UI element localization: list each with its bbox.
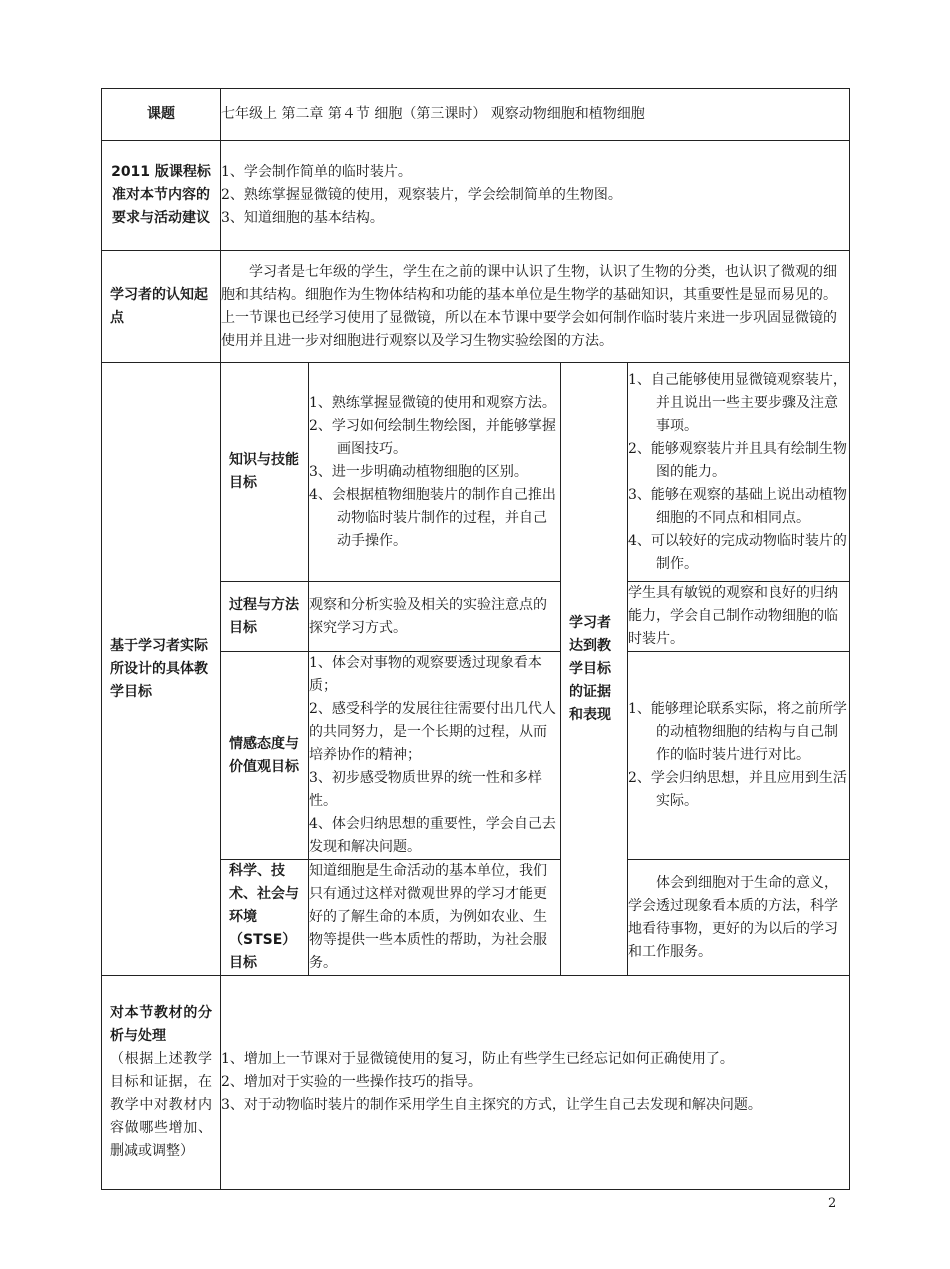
topic-label: 课题 xyxy=(102,89,221,141)
material-item: 2、增加对于实验的一些操作技巧的指导。 xyxy=(221,1074,482,1090)
knowledge-item: 4、会根据植物细胞装片的制作自己推出动物临时装片制作的过程，并自己动手操作。 xyxy=(309,486,556,549)
material-content xyxy=(221,976,850,1190)
stse-text: 知道细胞是生命活动的基本单位，我们只有通过这样对微观世界的学习才能更好的了解生命的本质，为例如农业、生物等提供一些本质性的帮助，为社会服务。 xyxy=(309,860,561,976)
material-label xyxy=(102,976,221,1190)
page-number: 2 xyxy=(828,1196,837,1211)
standard-item: 1、学会制作简单的临时装片。 xyxy=(221,164,412,180)
knowledge-item: 3、进一步明确动植物细胞的区别。 xyxy=(309,463,528,480)
material-item: 3、对于动物临时装片的制作采用学生自主探究的方式，让学生自己去发现和解决问题。 xyxy=(221,1097,762,1113)
emotion-item: 1、体会对事物的观察要透过现象看本质； xyxy=(309,655,542,694)
standard-content xyxy=(221,141,850,251)
standard-label: 2011 版课程标准对本节内容的要求与活动建议 xyxy=(102,141,221,251)
knowledge-label: 知识与技能目标 xyxy=(221,363,309,582)
evidence-label: 学习者达到教学目标的证据和表现 xyxy=(561,363,628,976)
lesson-plan-table xyxy=(101,88,850,1190)
emotion-evidence-item: 1、能够理论联系实际，将之前所学的动植物细胞的结构与自己制作的临时装片进行对比。 xyxy=(628,701,847,763)
stse-label: 科学、技术、社会与环境（STSE）目标 xyxy=(221,860,309,976)
standard-item: 2、熟练掌握显微镜的使用，观察装片，学会绘制简单的生物图。 xyxy=(221,187,622,203)
topic-value: 七年级上 第二章 第４节 细胞（第三课时） 观察动物细胞和植物细胞 xyxy=(221,89,850,141)
knowledge-item: 1、熟练掌握显微镜的使用和观察方法。 xyxy=(309,394,556,411)
standard-item: 3、知道细胞的基本结构。 xyxy=(221,210,384,226)
emotion-item: 4、体会归纳思想的重要性，学会自己去发现和解决问题。 xyxy=(309,816,556,855)
emotion-item: 3、初步感受物质世界的统一性和多样性。 xyxy=(309,770,542,809)
process-text: 观察和分析实验及相关的实验注意点的探究学习方式。 xyxy=(309,582,561,652)
learner-label: 学习者的认知起点 xyxy=(102,251,221,363)
stse-evidence: 体会到细胞对于生命的意义，学会透过现象看本质的方法，科学地看待事物，更好的为以后的学习和工作服务。 xyxy=(628,874,838,960)
knowledge-evidence-item: 2、能够观察装片并且具有绘制生物图的能力。 xyxy=(628,440,847,480)
process-evidence: 学生具有敏锐的观察和良好的归纳能力，学会自己制作动物细胞的临时装片。 xyxy=(628,582,850,652)
emotion-item: 2、感受科学的发展往往需要付出几代人的共同努力，是一个长期的过程，从而培养协作的精神； xyxy=(309,701,556,763)
emotion-label: 情感态度与价值观目标 xyxy=(221,652,309,860)
material-item: 1、增加上一节课对于显微镜使用的复习，防止有些学生已经忘记如何正确使用了。 xyxy=(221,1051,734,1067)
emotion-evidence-item: 2、学会归纳思想，并且应用到生活实际。 xyxy=(628,770,847,809)
emotion-content xyxy=(309,652,561,860)
material-label-title: 对本节教材的分析与处理 xyxy=(110,1005,212,1044)
knowledge-item: 2、学习如何绘制生物绘图，并能够掌握画图技巧。 xyxy=(309,417,556,457)
knowledge-evidence xyxy=(628,363,850,582)
emotion-evidence xyxy=(628,652,850,860)
material-label-note: （根据上述教学目标和证据，在教学中对教材内容做哪些增加、删减或调整） xyxy=(110,1051,212,1159)
process-label: 过程与方法目标 xyxy=(221,582,309,652)
goals-label: 基于学习者实际所设计的具体教学目标 xyxy=(102,363,221,976)
knowledge-evidence-item: 3、能够在观察的基础上说出动植物细胞的不同点和相同点。 xyxy=(628,486,847,526)
knowledge-evidence-item: 4、可以较好的完成动物临时装片的制作。 xyxy=(628,532,847,572)
learner-text: 学习者是七年级的学生，学生在之前的课中认识了生物，认识了生物的分类，也认识了微观的细胞和其结构。细胞作为生物体结构和功能的基本单位是生物学的基础知识，其重要性是显而易见的。上一节课也已经学习使用了显微镜，所以在本节课中要学会如何制作临时装片来进一步巩固显微镜的使用并且进一步对细胞进行观察以及学习生物实验绘图的方法。 xyxy=(221,263,837,349)
knowledge-evidence-item: 1、自己能够使用显微镜观察装片，并且说出一些主要步骤及注意事项。 xyxy=(628,371,847,434)
knowledge-content xyxy=(309,363,561,582)
